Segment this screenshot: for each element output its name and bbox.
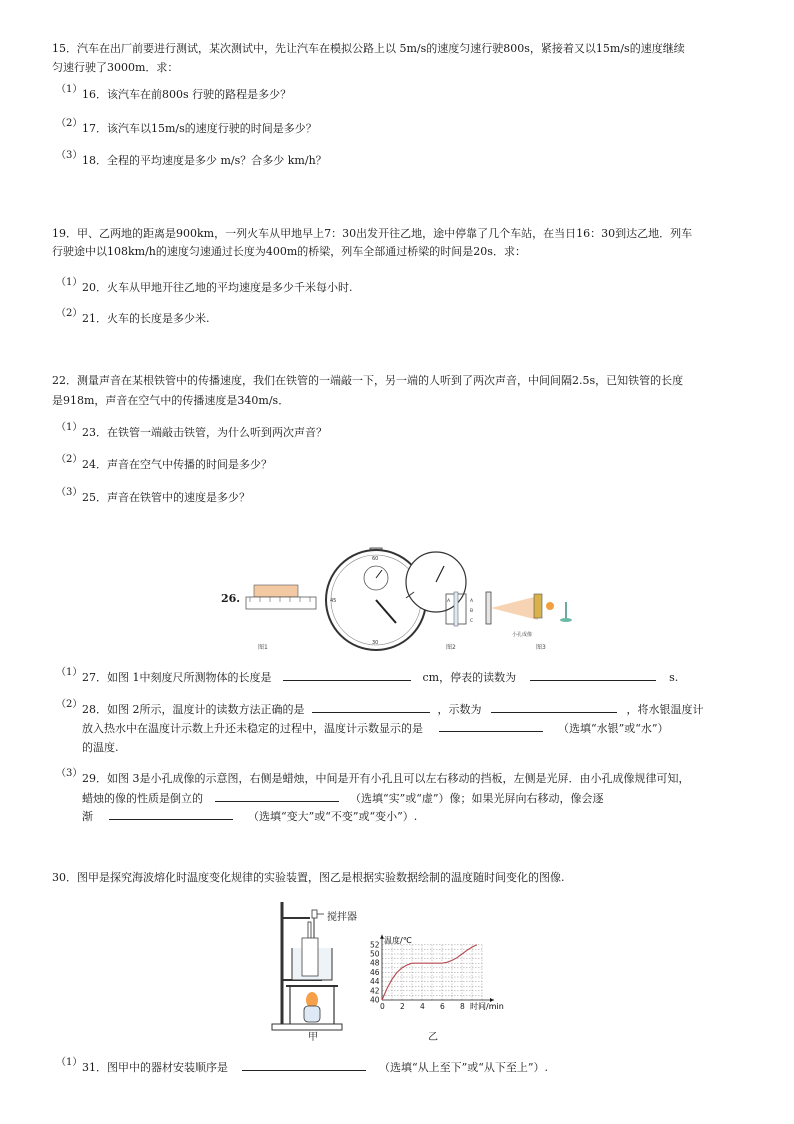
q29-text-e: （选填“变大”或“不变”或“变小”）. <box>248 810 418 823</box>
q27-text-b: cm，停表的读数为 <box>422 671 517 684</box>
q29-text-a: 29．如图 3是小孔成像的示意图，右侧是蜡烛，中间是开有小孔且可以左右移动的挡板，左侧是光屏．由小孔成像规律可知， <box>82 772 690 785</box>
sub-marker: （2） <box>56 308 83 319</box>
sub-marker: （1） <box>56 422 83 433</box>
q28-text-a: 28．如图 2所示，温度计的读数方法正确的是 <box>82 703 305 716</box>
q31-text-a: 31．图甲中的器材安装顺序是 <box>82 1061 228 1074</box>
answer-blank[interactable] <box>283 669 411 681</box>
q28-text-b: ，示数为 <box>437 703 482 716</box>
sub-question-text: 24．声音在空气中传播的时间是多少？ <box>82 458 272 471</box>
ruler-figure <box>246 585 316 609</box>
answer-blank[interactable] <box>109 808 233 820</box>
sub-marker: （1） <box>56 667 83 678</box>
answer-blank[interactable] <box>491 701 617 713</box>
fig3-label: 图3 <box>536 644 546 651</box>
sub-marker: （2） <box>56 118 83 129</box>
q27-text-a: 27．如图 1中刻度尺所测物体的长度是 <box>82 671 272 684</box>
q28-text-d: 放入热水中在温度计示数上升还未稳定的过程中，温度计示数显示的是 <box>82 722 423 735</box>
y-tick-label: 50 <box>370 949 380 959</box>
sub-question-text: 17．该汽车以15m/s的速度行驶的时间是多少？ <box>82 122 317 135</box>
q29-text-b: 蜡烛的像的性质是倒立的 <box>82 792 203 805</box>
y-tick-label: 42 <box>370 986 380 996</box>
y-axis-label: 温度/℃ <box>384 935 412 945</box>
x-tick-label: 0 <box>380 1002 385 1011</box>
q15-stem-line2: 匀速行驶了3000m．求： <box>52 61 179 74</box>
q22-stem-line2: 是918m，声音在空气中的传播速度是340m/s． <box>52 394 290 407</box>
stirrer-label: 搅拌器 <box>327 912 357 923</box>
svg-text:B: B <box>470 609 474 614</box>
fig-jia-label: 甲 <box>308 1032 318 1043</box>
x-tick-label: 6 <box>440 1002 445 1011</box>
sub-marker: （2） <box>56 454 83 465</box>
sub-question-text: 23．在铁管一端敲击铁管，为什么听到两次声音？ <box>82 426 327 439</box>
q19-stem-line2: 行驶途中以108km/h的速度匀速通过长度为400m的桥梁，列车全部通过桥梁的时间是20s．求： <box>52 245 526 258</box>
answer-blank[interactable] <box>215 790 339 802</box>
pinhole-figure <box>486 592 572 624</box>
sub-marker: （3） <box>56 150 83 161</box>
q28-text-e: （选填“水银”或“水”） <box>558 722 669 735</box>
temperature-curve <box>382 945 477 1000</box>
x-tick-label: 8 <box>460 1002 465 1011</box>
q29-text-c: （选填“实”或“虚”）像；如果光屏向右移动，像会逐 <box>350 792 604 805</box>
temperature-chart <box>360 920 520 1020</box>
answer-blank[interactable] <box>242 1059 366 1071</box>
sub-question-text: 18．全程的平均速度是多少 m/s？合多少 km/h？ <box>82 154 327 167</box>
sub-marker: （2） <box>56 699 83 710</box>
q26-figure <box>236 540 576 652</box>
q28-text-c: ，将水银温度计 <box>626 703 704 716</box>
fig3-caption: 小孔成像 <box>512 632 533 638</box>
sub-question-text: 21．火车的长度是多少米. <box>82 312 210 325</box>
fig-yi-label: 乙 <box>428 1032 438 1043</box>
x-axis-label: 时间/min <box>470 1002 504 1011</box>
q28-line3: 的温度. <box>82 741 119 754</box>
sub-marker: （1） <box>56 277 83 288</box>
q26-number: 26. <box>221 592 241 605</box>
y-tick-label: 44 <box>370 977 380 987</box>
sub-marker: （1） <box>56 84 83 95</box>
q22-stem-line1: 22．测量声音在某根铁管中的传播速度，我们在铁管的一端敲一下，另一端的人听到了两次声音，中间间隔2.5s，已知铁管的长度 <box>52 374 684 387</box>
y-tick-label: 52 <box>370 940 380 950</box>
q29-text-d: 渐 <box>82 810 93 823</box>
q15-stem-line1: 15．汽车在出厂前要进行测试，某次测试中，先让汽车在模拟公路上以 5m/s的速度匀速行驶800s，紧接着又以15m/s的速度继续 <box>52 42 685 55</box>
svg-text:30: 30 <box>372 640 379 646</box>
sub-question-text: 16．该汽车在前800s 行驶的路程是多少？ <box>82 88 292 101</box>
svg-text:A: A <box>447 599 451 604</box>
fig1-label: 图1 <box>258 644 268 651</box>
svg-text:60: 60 <box>372 556 379 562</box>
svg-text:A: A <box>470 599 474 604</box>
q19-stem-line1: 19．甲、乙两地的距离是900km，一列火车从甲地早上7：30出发开往乙地，途中停靠了几个车站，在当日16：30到达乙地．列车 <box>52 227 693 240</box>
q28-line2 <box>82 720 669 736</box>
q29-line3 <box>82 808 417 824</box>
answer-blank[interactable] <box>530 669 656 681</box>
y-tick-label: 46 <box>370 967 380 977</box>
sub-question-text: 20．火车从甲地开往乙地的平均速度是多少千米每小时. <box>82 281 353 294</box>
q31-text-b: （选填“从上至下”或“从下至上”）. <box>379 1061 548 1074</box>
sub-marker: （3） <box>56 487 83 498</box>
svg-text:45: 45 <box>330 598 337 604</box>
fig2-label: 图2 <box>446 644 456 651</box>
y-tick-label: 40 <box>370 995 380 1005</box>
answer-blank[interactable] <box>439 720 543 732</box>
sub-marker: （3） <box>56 768 83 779</box>
x-tick-label: 2 <box>400 1002 405 1011</box>
q30-stem: 30．图甲是探究海波熔化时温度变化规律的实验装置，图乙是根据实验数据绘制的温度随时间变化的图像. <box>52 871 565 884</box>
y-tick-label: 48 <box>370 958 380 968</box>
svg-text:C: C <box>470 619 474 624</box>
answer-blank[interactable] <box>312 701 430 713</box>
sub-marker: （1） <box>56 1057 83 1068</box>
sub-question-text: 25．声音在铁管中的速度是多少？ <box>82 491 250 504</box>
q27-text-c: s. <box>669 671 679 684</box>
q29-line2 <box>82 790 604 806</box>
x-tick-label: 4 <box>420 1002 425 1011</box>
